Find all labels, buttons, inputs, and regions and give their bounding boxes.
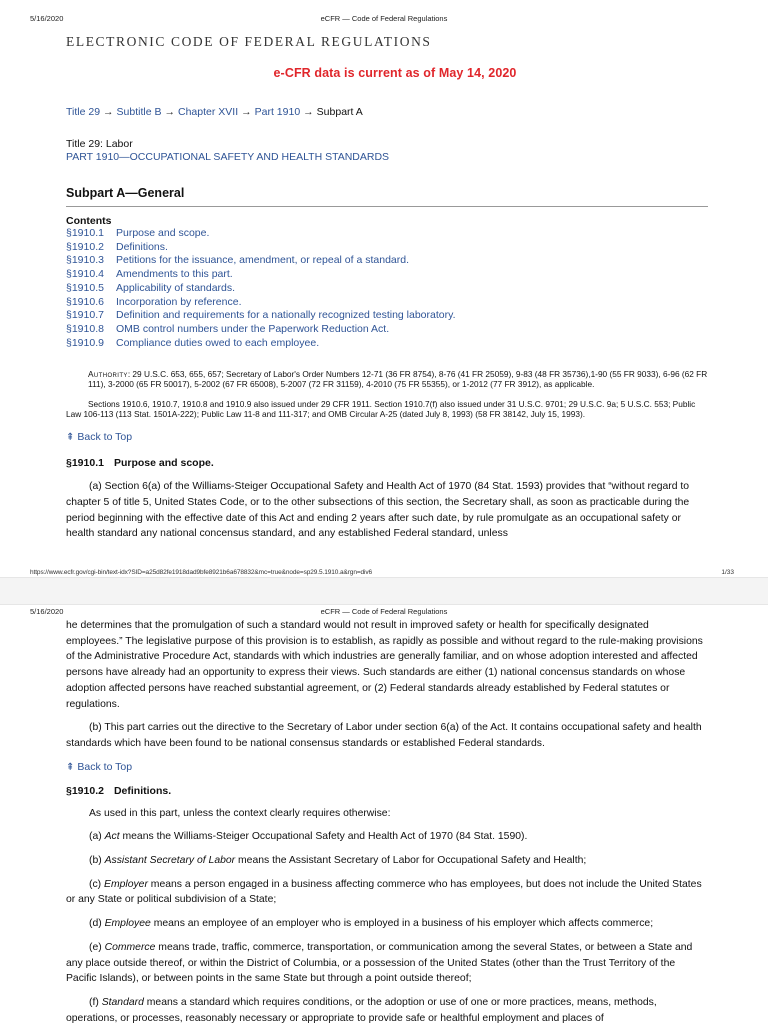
toc-item-title: Amendments to this part. xyxy=(116,268,233,281)
definition-marker: (b) xyxy=(89,855,105,867)
back-to-top-label[interactable]: Back to Top xyxy=(77,431,133,444)
section-heading-1910-2 xyxy=(66,785,708,797)
toc-item-number: §1910.2 xyxy=(66,240,104,253)
definition-marker: (a) xyxy=(89,831,105,843)
print-page-number: 1/33 xyxy=(721,569,734,576)
title-block xyxy=(66,138,708,164)
toc-item[interactable] xyxy=(66,309,708,323)
back-to-top-icon: ⇞ xyxy=(66,432,75,444)
definition-item xyxy=(66,916,708,932)
paragraph-1910-1-a: (a) Section 6(a) of the Williams-Steiger Occupational Safety and Health Act of 1970 (84 Stat. 1593) provides that “without regard to chapter 5 of title 5, United States Code, or to the other subsections of this section, the Secretary shall, as soon as practicable during the period beginning with the effective date of this Act and ending 2 years after such date, by rule promulgate as an occupational safety or health standard any national concensus standard, and any established Federal standard, unless xyxy=(66,481,690,540)
definition-item xyxy=(66,940,708,987)
paragraph-1910-1-a-continued: he determines that the promulgation of such a standard would not result in improved safety or health for specifically designated employees.” The legislative purpose of this provision is to establish, as rapidly as possible and without regard to the rule-making provisions of the Administrative Procedure Act, standards with which industries are generally familiar, and on whose adoption interested and affected persons have already had an opportunity to express their views. Such standards are either (1) national concensus standards on whose adoption affected persons have reached substantial agreement, or (2) Federal standards already established by Federal statutes or regulations. xyxy=(66,620,703,710)
page-2-content xyxy=(66,618,708,1024)
breadcrumb-current: Subpart A xyxy=(316,106,363,118)
toc-item-title: Definitions. xyxy=(116,240,168,253)
authority-label: Authority xyxy=(88,369,128,380)
definition-term: Commerce xyxy=(104,941,156,953)
toc-item-number: §1910.7 xyxy=(66,309,104,322)
toc-item-number: §1910.9 xyxy=(66,336,104,349)
print-url: https://www.ecfr.gov/cgi-bin/text-idx?SID=a25d82fe1918dad9bfe8921b6a678832&mc=true&node=sp29.5.1910.a&rgn=div6 xyxy=(30,569,373,576)
toc-item[interactable] xyxy=(66,282,708,296)
toc-item[interactable] xyxy=(66,254,708,268)
breadcrumb-separator: → xyxy=(241,106,252,118)
toc-item-title: Compliance duties owed to each employee. xyxy=(116,336,320,349)
toc-item-number: §1910.1 xyxy=(66,227,104,239)
paragraph-1910-1-b: (b) This part carries out the directive to the Secretary of Labor under section 6(a) of the Act. It contains occupational safety and health standards which have been found to be national consensus standards or established Federal standards. xyxy=(66,722,702,749)
definition-item xyxy=(66,829,708,845)
definition-item xyxy=(66,853,708,869)
subpart-heading: Subpart A—General xyxy=(66,186,708,207)
back-to-top-label[interactable]: Back to Top xyxy=(77,760,133,773)
breadcrumb xyxy=(66,106,708,118)
toc-item-number: §1910.8 xyxy=(66,322,104,335)
site-title: ELECTRONIC CODE OF FEDERAL REGULATIONS xyxy=(66,34,432,49)
print-header xyxy=(0,14,768,26)
definition-marker: (e) xyxy=(89,941,105,953)
breadcrumb-chapter-xvii[interactable]: Chapter XVII xyxy=(178,106,239,118)
definition-text: means an employee of an employer who is employed in a business of his employer which affects commerce; xyxy=(150,918,654,930)
print-date: 5/16/2020 xyxy=(30,14,64,23)
toc-item-number: §1910.4 xyxy=(66,268,104,281)
contents-label: Contents xyxy=(66,215,112,227)
toc-item-number: §1910.6 xyxy=(66,295,104,308)
section-title: Definitions. xyxy=(113,784,172,797)
definition-text: means the Assistant Secretary of Labor for Occupational Safety and Health; xyxy=(235,855,587,867)
toc-item-number: §1910.5 xyxy=(66,281,104,294)
page-break xyxy=(0,577,768,605)
back-to-top-link[interactable] xyxy=(66,431,708,443)
toc-item[interactable] xyxy=(66,337,708,351)
data-currency-notice: e-CFR data is current as of May 14, 2020 xyxy=(273,66,517,80)
authority-note xyxy=(66,369,708,389)
breadcrumb-separator: → xyxy=(164,106,175,118)
definition-text: means a standard which requires conditions, or the adoption or use of one or more practices, means, methods, operations, or processes, reasonably necessary or appropriate to provide safe or healthful employment and places of xyxy=(66,996,657,1024)
toc-item-title: OMB control numbers under the Paperwork Reduction Act. xyxy=(116,322,390,335)
part-link[interactable]: PART 1910—OCCUPATIONAL SAFETY AND HEALTH STANDARDS xyxy=(66,151,390,163)
source-note: Sections 1910.6, 1910.7, 1910.8 and 1910.9 also issued under 29 CFR 1911. Section 1910.7(f) also issued under 31 U.S.C. 9701; 29 U.S.C. 9a; 5 U.S.C. 553; Public Law 106-113 (113 Stat. 1501A-222); Public Law 11-8 and 111-317; and OMB Circular A-25 (dated July 8, 1993) (58 FR 38142, July 15, 1993). xyxy=(66,399,696,420)
toc-item[interactable] xyxy=(66,296,708,310)
table-of-contents xyxy=(66,227,708,350)
definition-term: Act xyxy=(104,831,120,843)
back-to-top-icon: ⇞ xyxy=(66,761,75,773)
definition-term: Assistant Secretary of Labor xyxy=(104,855,236,867)
definition-item xyxy=(66,995,708,1024)
definition-text: means trade, traffic, commerce, transportation, or communication among the several States, or between a State and any place outside thereof, or within the District of Columbia, or a possession of the United States (other than the Trust Territory of the Pacific Islands), or between points in the same State but through a point outside thereof; xyxy=(66,941,693,985)
definition-marker: (d) xyxy=(89,918,105,930)
breadcrumb-separator: → xyxy=(303,106,314,118)
section-number: §1910.1 xyxy=(66,457,104,470)
print-date: 5/16/2020 xyxy=(30,607,64,616)
toc-item-title: Purpose and scope. xyxy=(116,227,210,239)
definition-term: Standard xyxy=(101,996,144,1008)
toc-item-title: Applicability of standards. xyxy=(116,281,236,294)
toc-item-number: §1910.3 xyxy=(66,254,104,267)
toc-item-title: Incorporation by reference. xyxy=(116,295,242,308)
definition-text: means the Williams-Steiger Occupational Safety and Health Act of 1970 (84 Stat. 1590). xyxy=(119,831,528,843)
print-doc-title: eCFR — Code of Federal Regulations xyxy=(320,14,448,23)
breadcrumb-part-1910[interactable]: Part 1910 xyxy=(254,106,301,118)
back-to-top-link[interactable] xyxy=(66,761,708,773)
toc-item[interactable] xyxy=(66,323,708,337)
authority-text: : 29 U.S.C. 653, 655, 657; Secretary of Labor's Order Numbers 12-71 (36 FR 8754), 8-76 (41 FR 25059), 9-83 (48 FR 35736),1-90 (55 FR 9033), 6-96 (62 FR 111), 3-2000 (65 FR 50017), 5-2002 (67 FR 65008), 5-2007 (72 FR 31159), 4-2010 (75 FR 55355), or 1-2012 (77 FR 3912), as applicable. xyxy=(88,369,708,390)
definition-marker: (f) xyxy=(89,996,102,1008)
breadcrumb-title-29[interactable]: Title 29 xyxy=(66,106,101,118)
breadcrumb-subtitle-b[interactable]: Subtitle B xyxy=(116,106,162,118)
definition-marker: (c) xyxy=(89,878,105,890)
definition-term: Employer xyxy=(104,878,148,890)
title-line: Title 29: Labor xyxy=(66,138,133,150)
toc-item[interactable] xyxy=(66,227,708,241)
toc-item-title: Petitions for the issuance, amendment, or repeal of a standard. xyxy=(116,254,410,267)
toc-item-title: Definition and requirements for a nationally recognized testing laboratory. xyxy=(116,309,456,322)
definition-term: Employee xyxy=(104,918,151,930)
page-1-content xyxy=(66,34,708,542)
breadcrumb-separator: → xyxy=(103,106,114,118)
section-title: Purpose and scope. xyxy=(113,457,214,470)
toc-item[interactable] xyxy=(66,241,708,255)
definitions-intro: As used in this part, unless the context clearly requires otherwise: xyxy=(89,807,391,819)
definition-text: means a person engaged in a business affecting commerce who has employees, but does not include the United States or any State or political subdivision of a State; xyxy=(66,878,702,906)
definition-item xyxy=(66,877,708,908)
toc-item[interactable] xyxy=(66,268,708,282)
section-number: §1910.2 xyxy=(66,784,104,797)
section-heading-1910-1 xyxy=(66,457,708,469)
print-doc-title: eCFR — Code of Federal Regulations xyxy=(320,607,448,616)
